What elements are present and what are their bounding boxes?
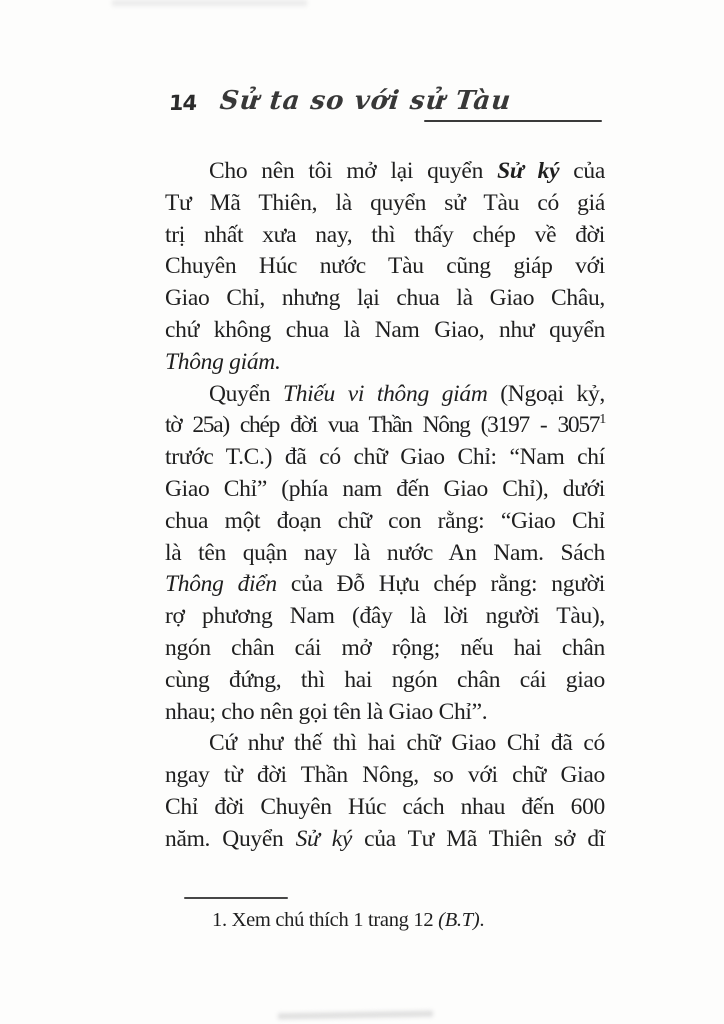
text-line bbox=[165, 251, 605, 283]
text-line bbox=[165, 283, 605, 315]
text-line bbox=[165, 379, 605, 411]
text-line bbox=[165, 633, 605, 665]
text-run: của Đỗ Hựu chép rằng: người bbox=[276, 571, 606, 598]
text-line bbox=[165, 665, 605, 697]
header-rule bbox=[424, 120, 602, 122]
text-run: của Tư Mã Thiên sở dĩ bbox=[352, 825, 605, 852]
text-run: Quyển bbox=[209, 380, 283, 407]
text-line bbox=[165, 906, 605, 934]
text-run: cùng đứng, thì hai ngón chân cái giao bbox=[165, 666, 605, 693]
text-line bbox=[165, 601, 605, 633]
scan-smudge-bottom bbox=[278, 1011, 433, 1020]
text-line bbox=[165, 538, 605, 570]
text-run: là tên quận nay là nước An Nam. Sách bbox=[165, 539, 605, 566]
text-run: 1 bbox=[599, 411, 605, 428]
text-line bbox=[165, 156, 605, 188]
text-run: (B.T) bbox=[438, 909, 480, 931]
text-run: chua một đoạn chữ con rằng: “Giao Chỉ bbox=[165, 507, 605, 534]
text-run: nhau; cho nên gọi tên là Giao Chỉ”. bbox=[165, 698, 488, 725]
text-run: . bbox=[479, 909, 485, 931]
text-run: Cứ như thế thì hai chữ Giao Chỉ đã có bbox=[209, 730, 605, 757]
text-run: ngón chân cái mở rộng; nếu hai chân bbox=[165, 634, 605, 661]
text-line bbox=[165, 410, 605, 442]
text-line bbox=[165, 188, 605, 220]
text-run: Chuyên Húc nước Tàu cũng giáp với bbox=[165, 253, 605, 280]
text-line bbox=[165, 474, 605, 506]
text-line bbox=[165, 347, 605, 379]
text-run: Giao Chỉ” (phía nam đến Giao Chỉ), dưới bbox=[165, 475, 605, 502]
running-title: Sử ta so với sử Tàu bbox=[218, 86, 513, 116]
text-run: Thiếu vi thông giám bbox=[282, 380, 488, 407]
text-run: Chỉ đời Chuyên Húc cách nhau đến 600 bbox=[165, 793, 605, 820]
scan-smudge-top bbox=[112, 0, 307, 6]
text-run: Cho nên tôi mở lại quyển bbox=[209, 158, 498, 184]
footnote bbox=[165, 906, 605, 934]
text-run: Sử ký bbox=[295, 825, 352, 852]
text-line bbox=[165, 728, 605, 760]
text-line bbox=[165, 220, 605, 252]
text-run: (Ngoại kỷ, bbox=[487, 380, 605, 407]
text-run: của bbox=[559, 158, 605, 184]
text-run: trị nhất xưa nay, thì thấy chép về đời bbox=[165, 221, 605, 248]
text-line bbox=[165, 442, 605, 474]
text-line bbox=[165, 760, 605, 792]
text-run: Tư Mã Thiên, là quyển sử Tàu có giá bbox=[165, 189, 605, 216]
text-run: năm. Quyển bbox=[165, 825, 296, 852]
footnote-rule bbox=[184, 897, 288, 899]
text-run: tờ 25a) chép đời vua Thần Nông (3197 - 3057 bbox=[165, 412, 600, 439]
text-run: Thông giám. bbox=[165, 348, 281, 375]
text-run: trước T.C.) đã có chữ Giao Chỉ: “Nam chí bbox=[165, 444, 605, 471]
text-run: Thông điển bbox=[165, 571, 277, 598]
body-text bbox=[165, 156, 605, 856]
page-number: 14 bbox=[168, 91, 198, 115]
page-header bbox=[0, 88, 724, 132]
text-run: Sử ký bbox=[497, 158, 560, 184]
text-run: Giao Chỉ, nhưng lại chua là Giao Châu, bbox=[165, 285, 605, 312]
text-line bbox=[165, 315, 605, 347]
text-run: rợ phương Nam (đây là lời người Tàu), bbox=[165, 603, 605, 630]
text-line bbox=[165, 569, 605, 601]
text-run: ngay từ đời Thần Nông, so với chữ Giao bbox=[165, 762, 605, 789]
text-line bbox=[165, 824, 605, 856]
text-line bbox=[165, 506, 605, 538]
text-run: 1. Xem chú thích 1 trang 12 bbox=[212, 909, 439, 931]
text-run: chứ không chua là Nam Giao, như quyển bbox=[165, 316, 605, 343]
text-line bbox=[165, 697, 605, 729]
text-line bbox=[165, 792, 605, 824]
